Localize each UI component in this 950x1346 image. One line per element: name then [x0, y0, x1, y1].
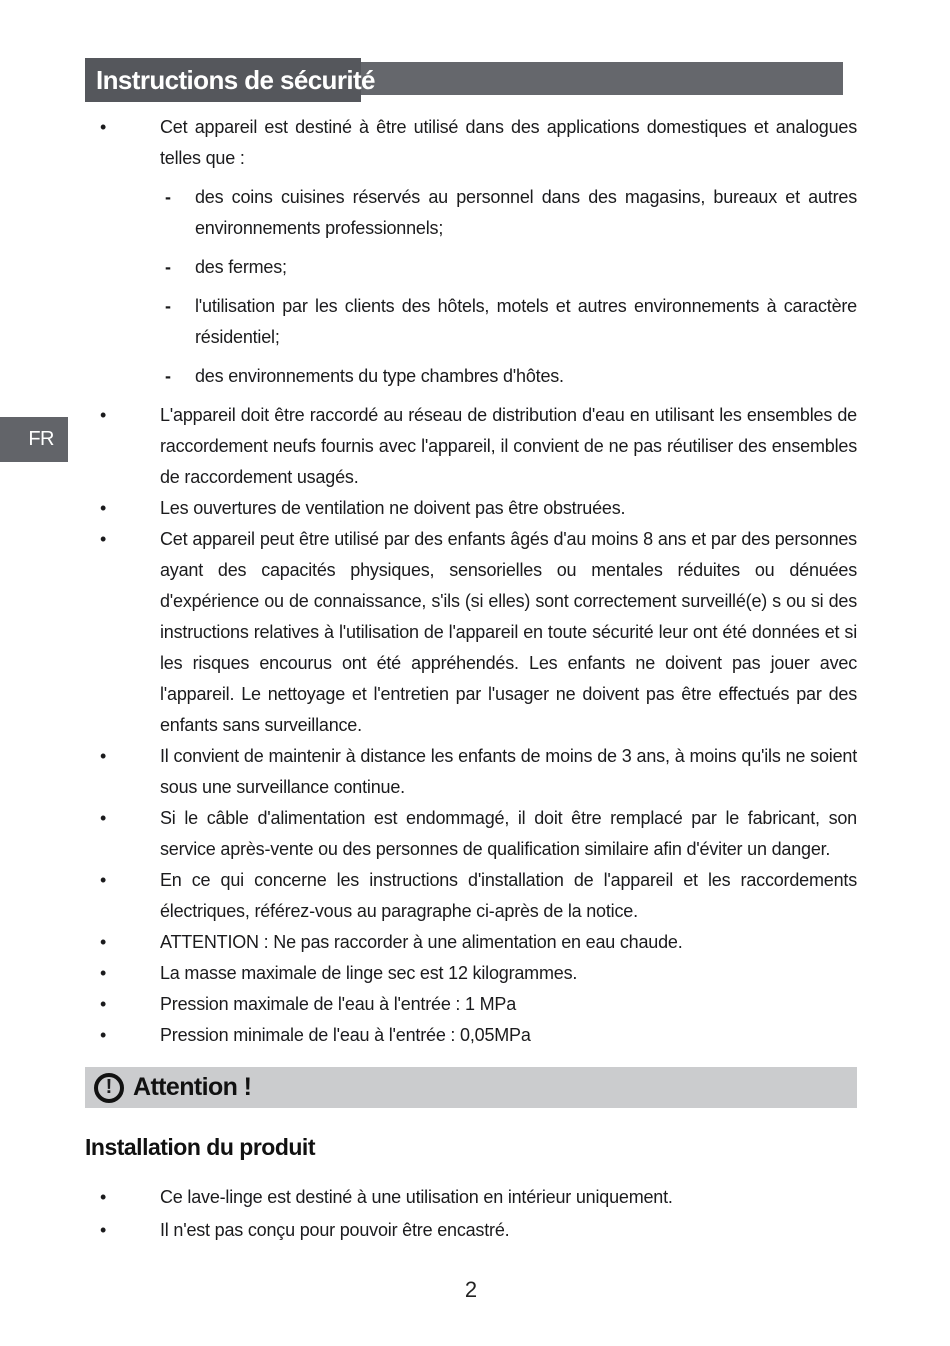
safety-instruction-text: des coins cuisines réservés au personnel dans des magasins, bureaux et autres environnements professionnels; [195, 187, 857, 238]
safety-instruction-item [85, 524, 857, 741]
safety-instruction-subitem [85, 361, 857, 392]
safety-instruction-item [85, 927, 857, 958]
bullet-icon: • [100, 932, 107, 952]
safety-instruction-text: des environnements du type chambres d'hôtes. [195, 366, 564, 386]
bullet-icon: • [100, 529, 107, 549]
warning-exclamation-icon [94, 1073, 124, 1103]
safety-instruction-item [85, 1020, 857, 1051]
safety-instruction-text: L'appareil doit être raccordé au réseau de distribution d'eau en utilisant les ensembles de raccordement neufs fournis avec l'appareil, il convient de ne pas réutiliser des ensembles de raccordement usagés. [160, 405, 857, 487]
section-title-box [85, 58, 375, 102]
page-content [85, 58, 857, 1303]
bullet-icon: • [100, 498, 107, 518]
bullet-icon: • [100, 1025, 107, 1045]
safety-instruction-text: Cet appareil peut être utilisé par des enfants âgés d'au moins 8 ans et par des personnes ayant des capacités physiques, sensorielles ou mentales réduites ou dénuées d'expérience ou de connaissance, s'ils (si elles) sont correctement surveillé(e) s ou si des instructions relatives à l'utilisation de l'appareil en toute sécurité leur ont été données et si les risques encourus ont été appréhendés. Les enfants ne doivent pas jouer avec l'appareil. Le nettoyage et l'entretien par l'usager ne doivent pas être effectués par des enfants sans surveillance. [160, 529, 857, 735]
attention-banner [85, 1067, 857, 1108]
bullet-icon: • [100, 808, 107, 828]
safety-instruction-subitem [85, 291, 857, 353]
safety-instruction-text: En ce qui concerne les instructions d'installation de l'appareil et les raccordements électriques, référez-vous au paragraphe ci-après de la notice. [160, 870, 857, 921]
bullet-icon: • [100, 746, 107, 766]
safety-instruction-text: Cet appareil est destiné à être utilisé dans des applications domestiques et analogues telles que : [160, 117, 857, 168]
dash-icon: - [165, 187, 171, 207]
security-instructions-list [85, 112, 857, 1051]
safety-instruction-item [85, 865, 857, 927]
safety-instruction-subitem [85, 252, 857, 283]
safety-instruction-subitem [85, 182, 857, 244]
installation-item [85, 1181, 857, 1214]
safety-instruction-text: Pression maximale de l'eau à l'entrée : 1 MPa [160, 994, 517, 1014]
bullet-icon: • [100, 1220, 107, 1240]
safety-instruction-item [85, 400, 857, 493]
section-header [85, 58, 857, 102]
bullet-icon: • [100, 994, 107, 1014]
installation-heading: Installation du produit [85, 1134, 315, 1160]
safety-instruction-item [85, 803, 857, 865]
dash-icon: - [165, 296, 171, 316]
page-number: 2 [464, 1277, 478, 1302]
installation-list [85, 1181, 857, 1247]
exclamation-glyph: ! [105, 1075, 113, 1098]
bullet-icon: • [100, 405, 107, 425]
section-title: Instructions de sécurité [96, 64, 375, 95]
bullet-icon: • [100, 117, 107, 137]
language-tab-label: FR [28, 428, 54, 450]
bullet-icon: • [100, 870, 107, 890]
safety-instruction-item [85, 493, 857, 524]
installation-item-text: Il n'est pas conçu pour pouvoir être encastré. [160, 1220, 510, 1240]
bullet-icon: • [100, 963, 107, 983]
installation-item-text: Ce lave-linge est destiné à une utilisation en intérieur uniquement. [160, 1187, 673, 1207]
safety-instruction-text: Si le câble d'alimentation est endommagé, il doit être remplacé par le fabricant, son service après-vente ou des personnes de qualification similaire afin d'éviter un danger. [160, 808, 857, 859]
installation-item [85, 1214, 857, 1247]
safety-instruction-text: l'utilisation par les clients des hôtels, motels et autres environnements à caractère résidentiel; [195, 296, 857, 347]
safety-instruction-item [85, 741, 857, 803]
safety-instruction-text: La masse maximale de linge sec est 12 kilogrammes. [160, 963, 578, 983]
safety-instruction-text: Les ouvertures de ventilation ne doivent pas être obstruées. [160, 498, 626, 518]
safety-instruction-item [85, 958, 857, 989]
bullet-icon: • [100, 1187, 107, 1207]
safety-instruction-item [85, 989, 857, 1020]
attention-title: Attention ! [133, 1073, 252, 1101]
safety-instruction-text: Pression minimale de l'eau à l'entrée : 0,05MPa [160, 1025, 531, 1045]
safety-instruction-item [85, 112, 857, 174]
dash-icon: - [165, 257, 171, 277]
safety-instruction-text: des fermes; [195, 257, 287, 277]
dash-icon: - [165, 366, 171, 386]
safety-instruction-text: Il convient de maintenir à distance les enfants de moins de 3 ans, à moins qu'ils ne soient sous une surveillance continue. [160, 746, 857, 797]
safety-instruction-text: ATTENTION : Ne pas raccorder à une alimentation en eau chaude. [160, 932, 683, 952]
language-tab [0, 417, 68, 462]
